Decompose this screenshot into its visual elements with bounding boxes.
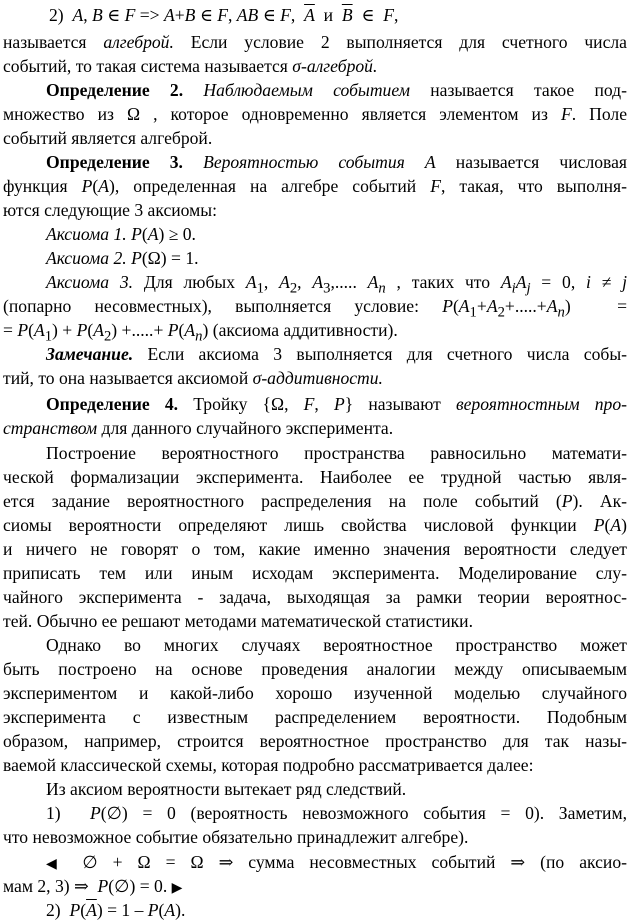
text-line: ваемой классической схемы, которая подробно рассматривается далее:: [3, 755, 534, 775]
text-line: что невозможное событие обязательно принадлежит алгебре).: [3, 827, 469, 847]
proof-end-icon: ▶: [171, 881, 183, 896]
text-line: называется алгеброй. Если условие 2 выполняется для счетного числа: [3, 32, 627, 52]
definition-2: Определение 2. Наблюдаемым событием называется такое под-: [46, 80, 627, 100]
text-line: = $P(A_1) + P(A_2)$ +.....+ $P(A_n)$ (аксиома аддитивности).: [3, 320, 398, 345]
proof-line: ◀ ∅ + Ω = Ω ⇒ сумма несовместных событий ⇒ (по аксио-: [46, 852, 627, 872]
text-line: образом, например, строится вероятностное пространство для так назы-: [3, 731, 627, 751]
definition-4: Определение 4. Тройку {Ω, F, P} называют вероятностным про-: [46, 394, 628, 414]
text-line: эксперимента с известным распределением вероятности. Подобным: [3, 707, 627, 727]
corollary-1: 1) P(∅) = 0 (вероятность невозможного события = 0). Заметим,: [46, 803, 627, 823]
text-line: тей. Обычно ее решают методами математической статистики.: [3, 611, 473, 631]
condition-2-line: 2) A, B ∈ F => A+B ∈ F, AB ∈ F, $\overline{A}$ и $\overline{B}$ ∈ F,: [49, 5, 399, 25]
text-line: чайного эксперимента - задача, выходящая за рамки теории вероятнос-: [3, 587, 627, 607]
text-line: множество из Ω , которое одновременно является элементом из F. Поле: [3, 104, 628, 124]
text-line: ческой формализации эксперимента. Наиболее ее трудной частью явля-: [3, 467, 627, 487]
text-line: экспериментом и какой-либо хорошо изученной моделью случайного: [3, 683, 627, 703]
definition-3: Определение 3. Вероятностью события A называется числовая: [46, 152, 627, 172]
text-line: Однако во многих случаях вероятностное пространство может: [46, 635, 627, 655]
text-line: быть построено на основе проведения аналогии между описываемым: [3, 659, 627, 679]
proof-start-icon: ◀: [46, 857, 68, 872]
text-line: сиомы вероятности определяют лишь свойства числовой функции P(A): [3, 515, 627, 535]
text-line: ется задание вероятностного распределения на поле событий (P). Ак-: [3, 491, 627, 511]
text-line: событий является алгеброй.: [3, 128, 213, 148]
axiom-3: Аксиома 3. Для любых $A_1$, $A_2$, $A_3$,..... $A_n$ , таких что $A_iA_j = 0$, i ≠ j: [46, 272, 628, 297]
remark: Замечание. Если аксиома 3 выполняется для счетного числа собы-: [46, 344, 627, 364]
text-line: и ничего не говорят о том, какие именно значения вероятности следует: [3, 539, 627, 559]
text-line: тий, то она называется аксиомой σ-аддитивности.: [3, 368, 383, 388]
text-line: ются следующие 3 аксиомы:: [3, 200, 217, 220]
axiom-1: Аксиома 1. P(A) ≥ 0.: [46, 224, 196, 244]
text-line: функция P(A), определенная на алгебре событий F, такая, что выполня-: [3, 176, 627, 196]
proof-line: мам 2, 3) ⇒ P(∅) = 0. ▶: [3, 876, 183, 896]
text-line: событий, то такая система называется σ-алгеброй.: [3, 56, 378, 76]
text-line: Построение вероятностного пространства равносильно математи-: [46, 443, 627, 463]
text-line: Из аксиом вероятности вытекает ряд следствий.: [46, 779, 407, 799]
text-line: приписать тем или иным исходам эксперимента. Моделирование слу-: [3, 563, 627, 583]
corollary-2: 2) $P(\overline{A}) = 1 - P(A)$.: [46, 900, 186, 920]
text-line: странством для данного случайного эксперимента.: [3, 418, 394, 438]
text-line: (попарно несовместных), выполняется условие: $P(A_1+A_2+.....+A_n)$ =: [3, 296, 627, 321]
axiom-2: Аксиома 2. P(Ω) = 1.: [46, 248, 199, 268]
